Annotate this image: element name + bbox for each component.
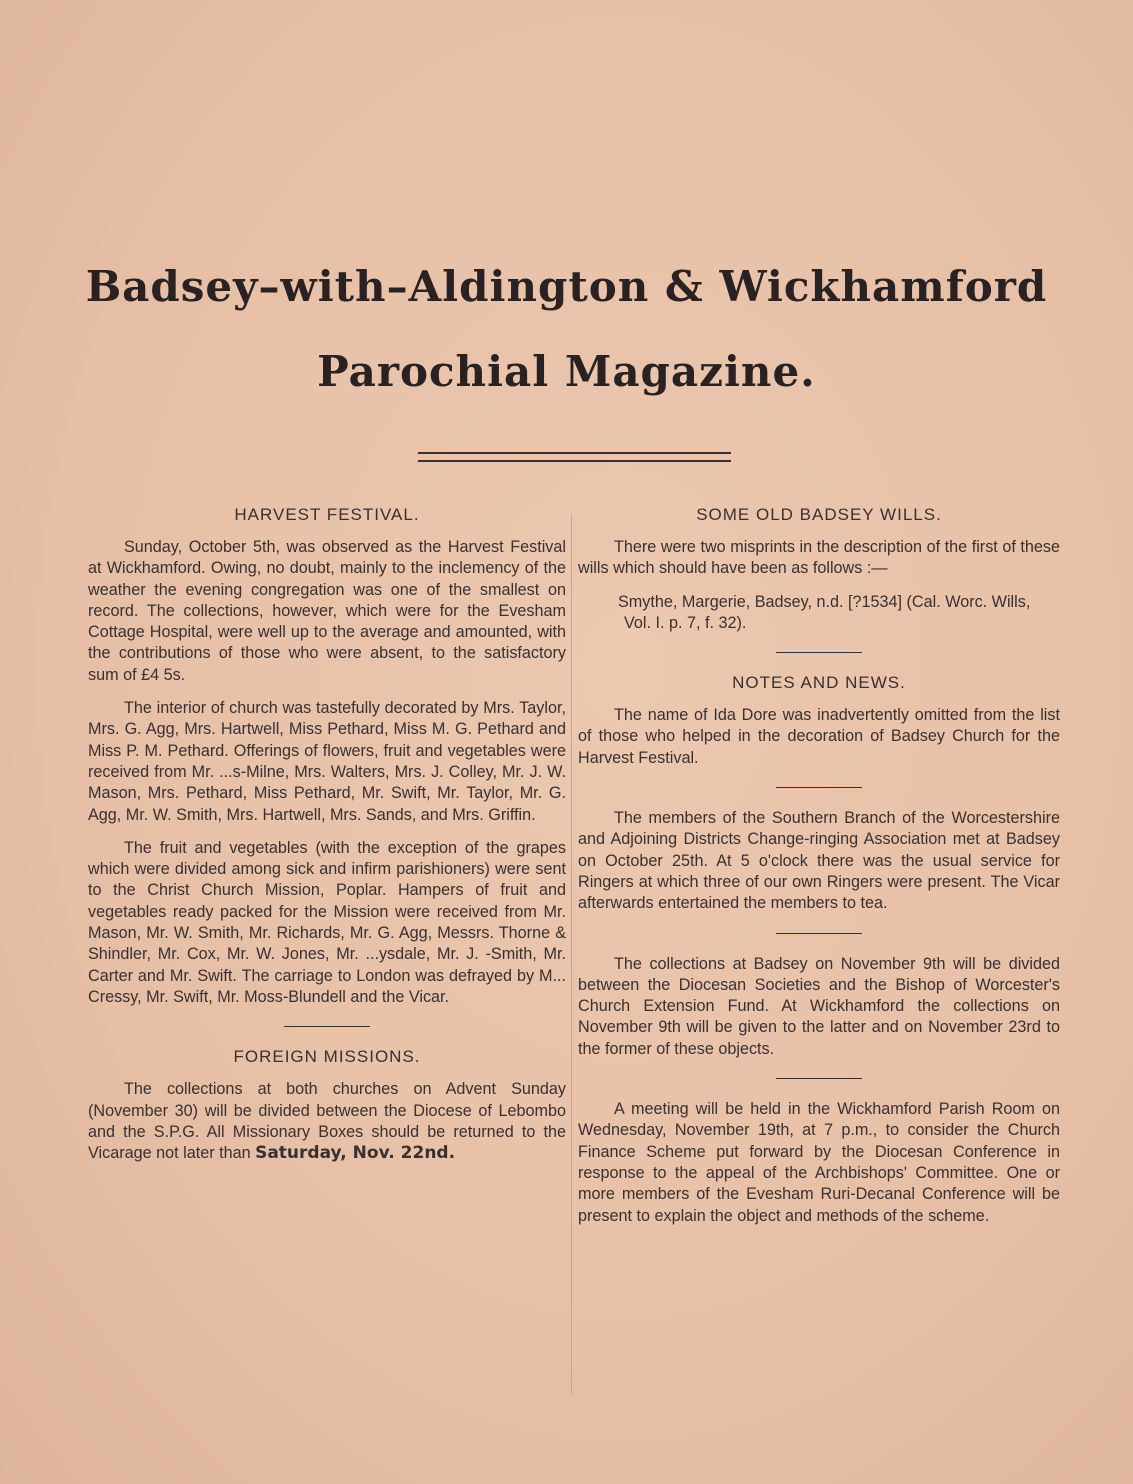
harvest-paragraph-1: Sunday, October 5th, was observed as the Harvest Festival at Wickhamford. Owing, no doubt, mainly to the inclemency of the weather the evening congregation was one of the smallest on record. The collections, however, which were for the Evesham Cottage Hospital, were well up to the average and amounted, with the contributions of those who were absent, to the satisfactory sum of £4 5s. xyxy=(88,538,566,684)
masthead-double-rule xyxy=(418,452,731,462)
notes-paragraph-3: The collections at Badsey on November 9th will be divided between the Diocesan Societies and the Bishop of Worcester's Church Extension Fund. At Wickhamford the collections on November 9th will be given to the latter and on November 23rd to the former of these objects. xyxy=(578,954,1060,1058)
column-divider xyxy=(571,515,572,1395)
masthead-subtitle: Parochial Magazine. xyxy=(317,347,816,396)
notes-and-news-heading: NOTES AND NEWS. xyxy=(732,673,906,693)
old-wills-citation: Smythe, Margerie, Badsey, n.d. [?1534] (Cal. Worc. Wills, Vol. I. p. 7, f. 32). xyxy=(618,592,1031,632)
right-column xyxy=(578,505,1060,1239)
harvest-festival-heading: HARVEST FESTIVAL. xyxy=(234,505,420,524)
harvest-paragraph-3: The fruit and vegetables (with the exception of the grapes which were divided among sick and infirm parishioners) were sent to the Christ Church Mission, Poplar. Hampers of fruit and vegetables ready packed for the Mission were received from Mr. Mason, Mr. W. Smith, Mr. Richards, Mr. G. Agg, Messrs. Thorne & Shindler, Mr. Cox, Mr. W. Jones, Mr. ...ysdale, Mr. J. -Smith, Mr. Carter and Mr. Swift. The carriage to London was defrayed by M... Cressy, Mr. Swift, Mr. Moss-Blundell and the Vicar. xyxy=(88,838,566,1006)
notes-paragraph-2: The members of the Southern Branch of the Worcestershire and Adjoining Districts Change-ringing Association met at Badsey on October 25th. At 5 o'clock there was the usual service for Ringers at which three of our own Ringers were present. The Vicar afterwards entertained the members to tea. xyxy=(578,809,1060,913)
notes-and-news-article xyxy=(578,673,1060,1227)
old-wills-article xyxy=(578,505,1060,634)
notes-divider xyxy=(776,1078,862,1079)
harvest-paragraph-2: The interior of church was tastefully decorated by Mrs. Taylor, Mrs. G. Agg, Mrs. Hartwell, Miss Pethard, Miss M. G. Pethard and Miss P. M. Pethard. Offerings of flowers, fruit and vegetables were received from Mr. ...s-Milne, Mrs. Walters, Mrs. J. Colley, Mr. J. W. Mason, Mrs. Pethard, Miss Pethard, Mr. Swift, Mr. Taylor, Mr. G. Agg, Mr. W. Smith, Mrs. Hartwell, Mrs. Sands, and Mrs. Griffin. xyxy=(88,699,566,824)
return-deadline: Saturday, Nov. 22nd. xyxy=(255,1143,456,1164)
foreign-missions-text: The collections at both churches on Advent Sunday (November 30) will be divided between the Diocese of Lebombo and the S.P.G. All Missionary Boxes should be returned to the Vicarage not later than xyxy=(88,1080,566,1163)
old-wills-heading: SOME OLD BADSEY WILLS. xyxy=(696,505,942,524)
foreign-missions-article xyxy=(88,1047,566,1164)
notes-paragraph-1: The name of Ida Dore was inadvertently omitted from the list of those who helped in the decoration of Badsey Church for the Harvest Festival. xyxy=(578,706,1060,767)
section-divider xyxy=(776,652,862,653)
harvest-festival-article xyxy=(88,505,566,1008)
notes-paragraph-4: A meeting will be held in the Wickhamford Parish Room on Wednesday, November 19th, at 7 p.m., to consider the Church Finance Scheme put forward by the Diocesan Conference in response to the appeal of the Archbishops' Committee. One or more members of the Evesham Ruri-Decanal Conference will be present to explain the object and methods of the scheme. xyxy=(578,1100,1060,1225)
old-wills-paragraph: There were two misprints in the description of the first of these wills which should have been as follows :— xyxy=(578,538,1060,578)
notes-divider xyxy=(776,787,862,788)
notes-divider xyxy=(776,933,862,934)
left-column xyxy=(88,505,566,1176)
masthead-title: Badsey–with–Aldington & Wickhamford xyxy=(85,262,1048,311)
foreign-missions-heading: FOREIGN MISSIONS. xyxy=(233,1047,421,1067)
foreign-missions-paragraph xyxy=(88,1079,566,1164)
section-divider xyxy=(284,1026,370,1027)
